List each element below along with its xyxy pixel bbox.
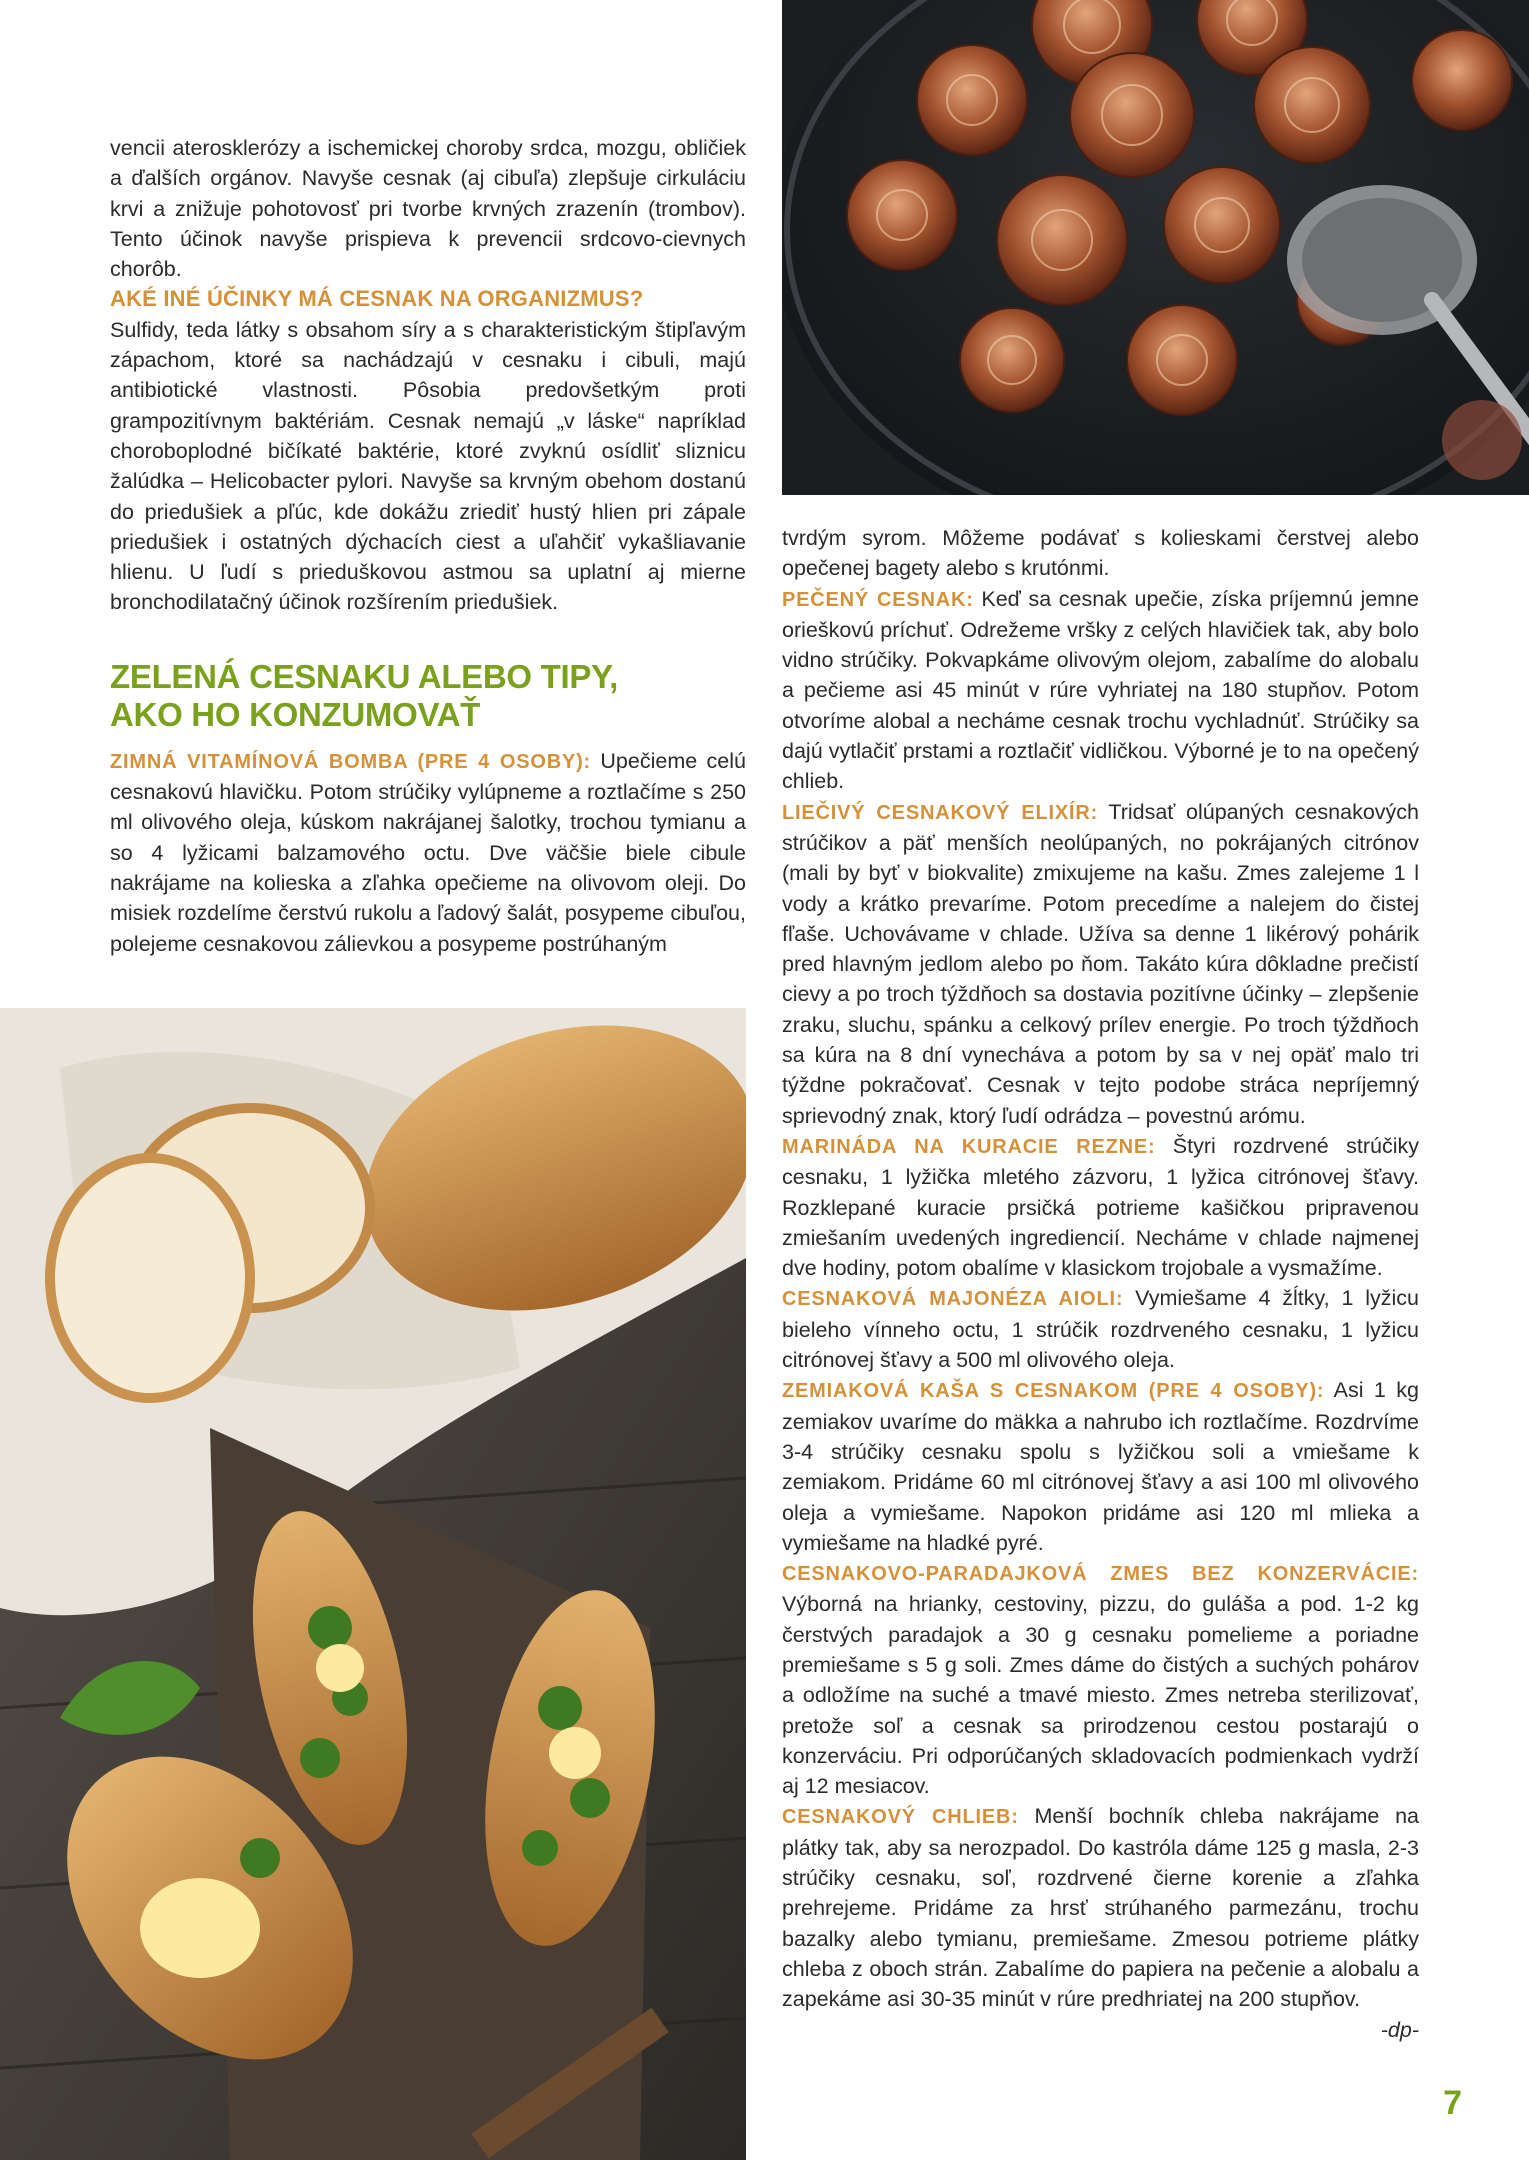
tip-text: Keď sa cesnak upečie, získa príjemnú jemne orieškovú príchuť. Odrežeme vršky z celých hlavičiek tak, aby bolo vidno strúčiky. Pokvapkáme olivovým olejom, zabalíme do alobalu a pečieme asi 45 minút v rúre vyhriatej na 180 stupňov. Potom otvoríme alobal a necháme cesnak trochu vychladnúť. Strúčiky sa dajú vytlačiť prstami a roztlačiť vidličkou. Výborné je to na opečený chlieb. — [782, 586, 1419, 794]
tip-mashed-potatoes — [782, 1375, 1419, 1558]
tip-label: MARINÁDA NA KURACIE REZNE: — [782, 1135, 1156, 1158]
left-column — [110, 133, 746, 959]
tip-text: Upečieme celú cesnakovú hlavičku. Potom strúčiky vylúpneme a roztlačíme s 250 ml olivového oleja, kúskom nakrájanej šalotky, trochou tymianu a so 4 lyžicami balzamového octu. Dve väčšie biele cibule nakrájame na kolieska a zľahka opečieme na olivovom oleji. Do misiek rozdelíme čerstvú rukolu a ľadový šalát, posypeme cibuľou, polejeme cesnakovou zálievkou a posypeme postrúhaným — [110, 748, 747, 956]
tip-text: Štyri rozdrvené strúčiky cesnaku, 1 lyžička mletého zázvoru, 1 lyžica citrónovej šťavy. Rozklepané kuracie prsičká potrieme kašičkou pripravenou zmiešaním uvedených ingrediencií. Necháme v chlade najmenej dve hodiny, potom obalíme v klasickom trojobale a vysmažíme. — [782, 1133, 1419, 1281]
tip-label: LIEČIVÝ CESNAKOVÝ ELIXÍR: — [782, 801, 1099, 824]
tips-heading-line1: ZELENÁ CESNAKU ALEBO TIPY, — [110, 657, 619, 695]
tips-heading-line2: AKO HO KONZUMOVAŤ — [110, 695, 481, 733]
tip-label: PEČENÝ CESNAK: — [782, 588, 974, 611]
tip-aioli — [782, 1283, 1419, 1375]
effects-subheading: AKÉ INÉ ÚČINKY MÁ CESNAK NA ORGANIZMUS? — [110, 286, 644, 312]
tips-heading — [110, 658, 746, 734]
tip-chicken-marinade — [782, 1131, 1419, 1283]
tip-garlic-bread — [782, 1801, 1419, 2014]
tip-tomato-mix — [782, 1558, 1419, 1801]
tip-label: CESNAKOVO-PARADAJKOVÁ ZMES BEZ KONZERVÁCIE: — [782, 1563, 1419, 1586]
tip-vitamin-bomb — [110, 746, 746, 959]
tip-roasted-garlic — [782, 584, 1419, 797]
roasted-garlic-illustration — [782, 0, 1529, 495]
tip-text: Vymiešame 4 žĺtky, 1 lyžicu bieleho vínneho octu, 1 strúčik rozdrveného cesnaku, 1 lyžicu citrónovej šťavy a 500 ml olivového oleja. — [782, 1286, 1420, 1373]
tip-text: Menší bochník chleba nakrájame na plátky tak, aby sa nerozpadol. Do kastróla dáme 125 g masla, 2-3 strúčiky cesnaku, soľ, rozdrvené čierne korenie a zľahka prehrejeme. Pridáme za hrsť strúhaného parmezánu, trochu bazalky alebo tymianu, premiešame. Zmesou potrieme plátky chleba z oboch strán. Zabalíme do papiera na pečenie a alobalu a zapekáme asi 30-35 minút v rúre predhriatej na 200 stupňov. — [782, 1804, 1419, 2012]
page-number: 7 — [1443, 2084, 1462, 2122]
tip-label: CESNAKOVÁ MAJONÉZA AIOLI: — [782, 1288, 1124, 1311]
tip-label: ZEMIAKOVÁ KAŠA S CESNAKOM (PRE 4 OSOBY): — [782, 1380, 1325, 1403]
tip-text: Tridsať olúpaných cesnakových strúčikov a päť menších neolúpaných, no pokrájaných citrónov (mali by byť v biokvalite) zmixujeme na kašu. Zmes zalejeme 1 l vody a krátko prevaríme. Potom precedíme a nalejem do čistej fľaše. Uchovávame v chlade. Užíva sa denne 1 likérový pohárik pred hlavným jedlom alebo po ňom. Takáto kúra dôkladne prečistí cievy a po troch týždňoch sa dostavia pozitívne účinky – zlepšenie zraku, sluchu, spánku a celkový prílev energie. Po troch týždňoch sa kúra na 8 dní vynecháva a potom by sa v nej opäť malo tri týždne pokračovať. Cesnak v tejto podobe stráca nepríjemný sprievodný znak, ktorý ľudí odrádza – povestnú arómu. — [782, 799, 1419, 1128]
garlic-bread-photo — [0, 1008, 746, 2160]
tip-garlic-elixir — [782, 797, 1419, 1131]
tip-text: Výborná na hrianky, cestoviny, pizzu, do guláša a pod. 1-2 kg čerstvých paradajok a 30 g cesnaku pomelieme a poriadne premiešame s 5 g soli. Zmes dáme do čistých a suchých pohárov a odložíme na suché a tmavé miesto. Zmes netreba sterilizovať, pretože soľ a cesnak sa prirodzenou cestou postarajú o konzerváciu. Pri odporúčaných skladovacích podmienkach vydrží aj 12 mesiacov. — [782, 1592, 1419, 1799]
intro-paragraph: vencii aterosklerózy a ischemickej choroby srdca, mozgu, obličiek a ďalších orgánov. Navyše cesnak (aj cibuľa) zlepšuje cirkuláciu krvi a znižuje pohotovosť pri tvorbe krvných zrazenín (trombov). Tento účinok navyše prispieva k prevencii srdcovo-cievnych chorôb. — [110, 136, 746, 282]
tip-text: Asi 1 kg zemiakov uvaríme do mäkka a nahrubo ich roztlačíme. Rozdrvíme 3-4 strúčiky cesnaku spolu s lyžičkou soli a vmiešame k zemiakom. Pridáme 60 ml citrónovej šťavy a asi 100 ml olivového oleja a vymiešame. Napokon pridáme asi 120 ml mlieka a vymiešame na hladké pyré. — [782, 1378, 1419, 1555]
effects-paragraph: Sulfidy, teda látky s obsahom síry a s charakteristickým štipľavým zápachom, ktoré sa nachádzajú v cesnaku i cibuli, majú antibiotické vlastnosti. Pôsobia predovšetkým proti grampozitívnym baktériám. Cesnak nemajú „v láske“ napríklad choroboplodné bičíkaté baktérie, ktoré zvyknú osídliť sliznicu žalúdka – Helicobacter pylori. Navyše sa krvným obehom dostanú do priedušiek a pľúc, kde dokážu zriediť hustý hlien pri zápale priedušiek i ostatných dýchacích ciest a uľahčiť vykašliavanie hlienu. U ľudí s prieduškovou astmou sa uplatní aj mierne bronchodilatačný účinok rozšírením priedušiek. — [110, 317, 746, 615]
garlic-bread-illustration — [0, 1008, 746, 2160]
continuation-paragraph: tvrdým syrom. Môžeme podávať s kolieskami čerstvej alebo opečenej bagety alebo s krutónmi. — [782, 526, 1419, 581]
tip-label: CESNAKOVÝ CHLIEB: — [782, 1806, 1019, 1829]
roasted-garlic-photo — [782, 0, 1529, 495]
right-column — [782, 523, 1419, 2045]
author-signature: -dp- — [1380, 2017, 1419, 2042]
tip-label: ZIMNÁ VITAMÍNOVÁ BOMBA (PRE 4 OSOBY): — [110, 750, 592, 773]
